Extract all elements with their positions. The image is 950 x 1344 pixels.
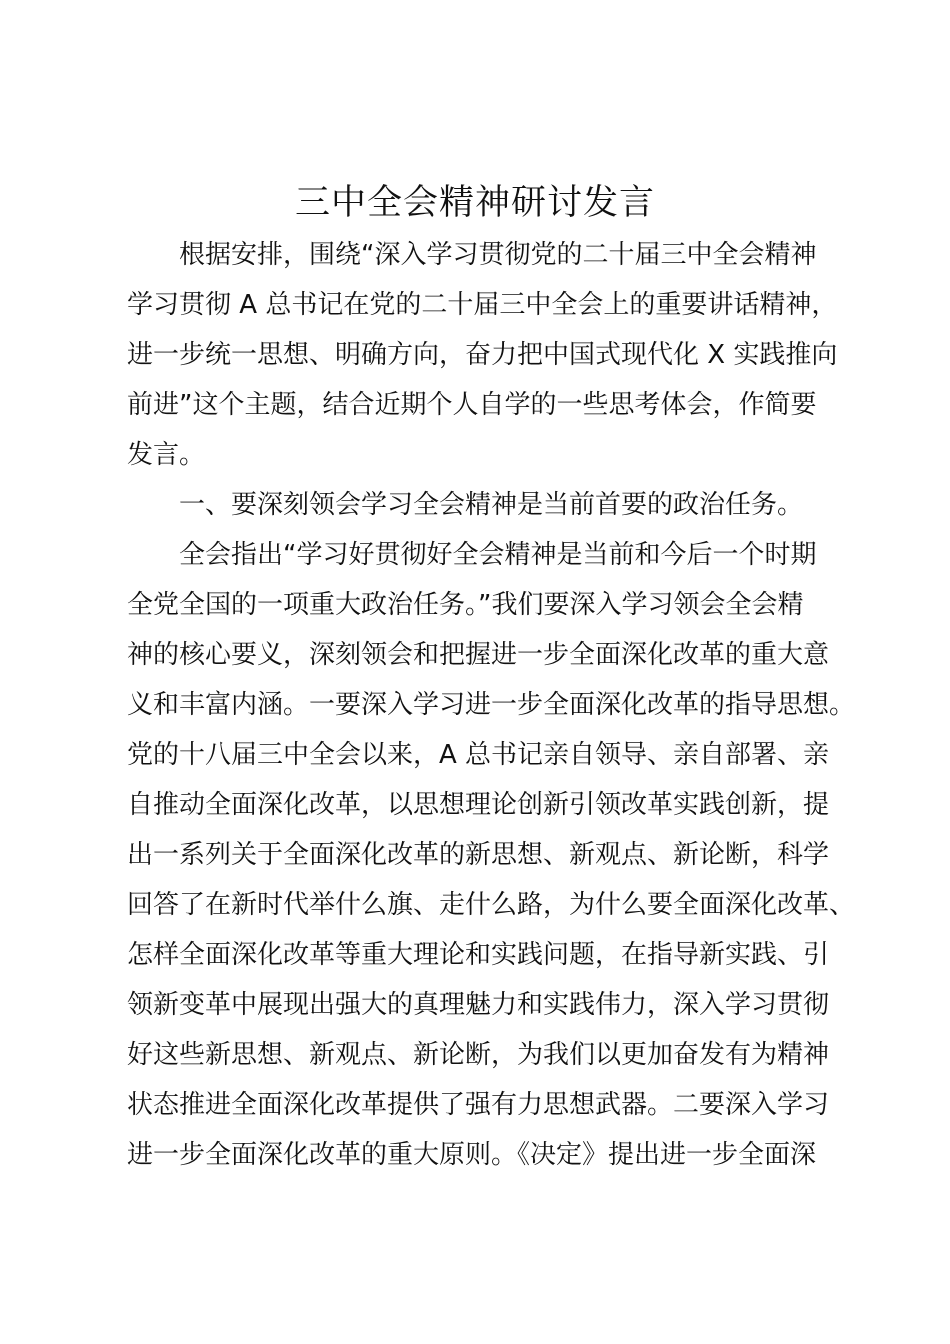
- text-line: 回答了在新时代举什么旗、走什么路，为什么要全面深化改革、: [127, 890, 856, 920]
- text-line: 好这些新思想、新观点、新论断，为我们以更加奋发有为精神: [127, 1040, 830, 1070]
- paragraph-body: [127, 530, 856, 1180]
- text-line: 进一步全面深化改革的重大原则。《决定》提出进一步全面深: [127, 1140, 817, 1170]
- text-line: 怎样全面深化改革等重大理论和实践问题，在指导新实践、引: [127, 940, 830, 970]
- text-line: 领新变革中展现出强大的真理魅力和实践伟力，深入学习贯彻: [127, 990, 830, 1020]
- text-line: 党的十八届三中全会以来，A 总书记亲自领导、亲自部署、亲: [127, 740, 830, 770]
- text-line: 学习贯彻 A 总书记在党的二十届三中全会上的重要讲话精神，: [127, 290, 838, 320]
- text-line: 神的核心要义，深刻领会和把握进一步全面深化改革的重大意: [127, 640, 830, 670]
- section-heading: [127, 480, 839, 530]
- text-line: 根据安排，围绕“深入学习贯彻党的二十届三中全会精神: [179, 240, 817, 270]
- text-line: 发言。: [127, 440, 206, 470]
- paragraph-intro: [127, 230, 839, 480]
- text-line: 义和丰富内涵。一要深入学习进一步全面深化改革的指导思想。: [127, 690, 856, 720]
- section-heading-line: 一、要深刻领会学习全会精神是当前首要的政治任务。: [179, 490, 804, 520]
- text-line: 进一步统一思想、明确方向，奋力把中国式现代化 X 实践推向: [127, 340, 838, 370]
- text-line: 自推动全面深化改革，以思想理论创新引领改革实践创新，提: [127, 790, 830, 820]
- text-line: 出一系列关于全面深化改革的新思想、新观点、新论断，科学: [127, 840, 830, 870]
- text-line: 全党全国的一项重大政治任务。”我们要深入学习领会全会精: [127, 590, 804, 620]
- text-line: 状态推进全面深化改革提供了强有力思想武器。二要深入学习: [127, 1090, 830, 1120]
- text-line: 前进”这个主题，结合近期个人自学的一些思考体会，作简要: [127, 390, 817, 420]
- text-line: 全会指出“学习好贯彻好全会精神是当前和今后一个时期: [179, 540, 817, 570]
- document-title: 三中全会精神研讨发言: [294, 183, 655, 223]
